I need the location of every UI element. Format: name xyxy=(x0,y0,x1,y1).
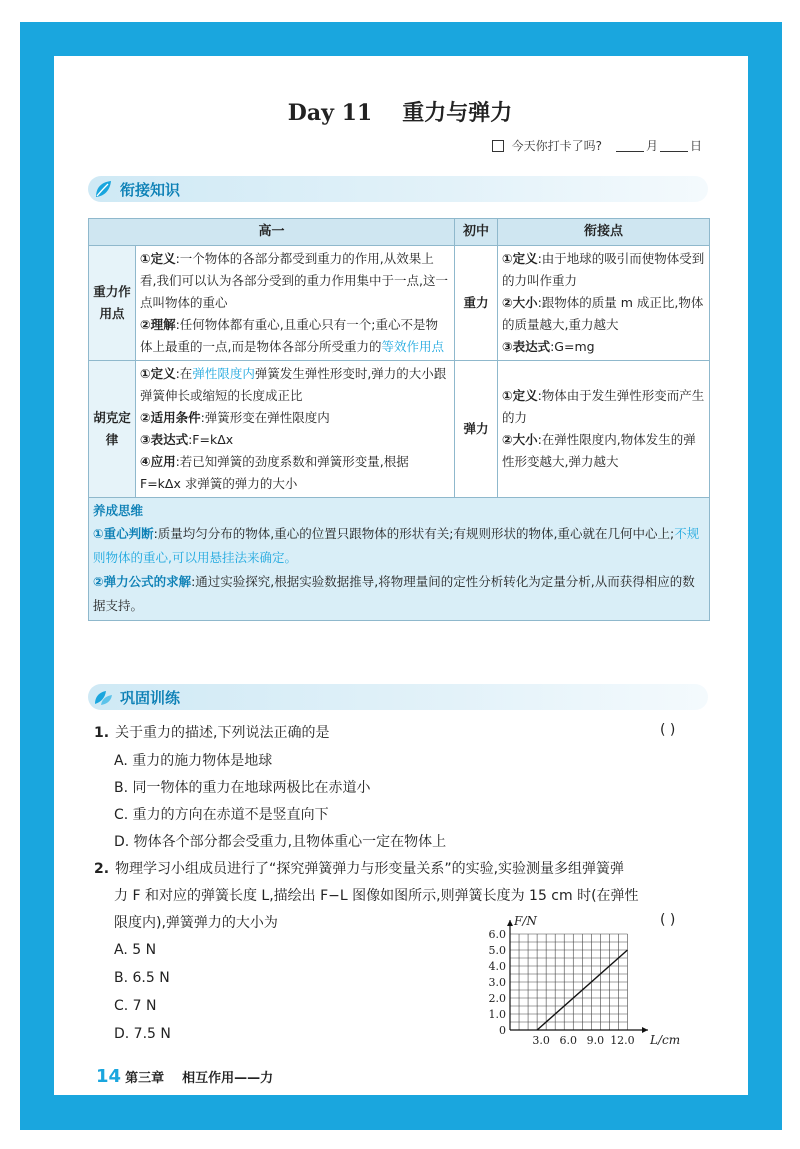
question-1-stem: 1. 关于重力的描述,下列说法正确的是 xyxy=(94,725,330,741)
x-tick-label: 3.0 xyxy=(532,1034,550,1047)
day-label: Day 11 xyxy=(287,100,373,126)
checkin-text: 今天你打卡了吗? xyxy=(511,139,602,153)
cell-chuzhong-elastic: ①定义:物体由于发生弹性形变而产生的力 ②大小:在弹性限度内,物体发生的弹性形变越大,弹力越大 xyxy=(498,361,710,498)
cell-gaoyi-hooke: ①定义:在弹性限度内弹簧发生弹性形变时,弹力的大小跟弹簧伸长或缩短的长度成正比 ②适用条件:弹簧形变在弹性限度内 ③表达式:F=kΔx ④应用:若已知弹簧的劲度系数和弹簧形变量,根据 F=kΔx 求弹簧的弹力的大小 xyxy=(136,361,455,498)
section-header-connect xyxy=(88,176,708,202)
x-tick-label: 6.0 xyxy=(559,1034,577,1047)
thinking-title: 养成思维 xyxy=(93,503,144,518)
question-2-stem-line-3: 限度内),弹簧弹力的大小为 xyxy=(114,915,278,931)
chapter-title: 相互作用——力 xyxy=(182,1071,274,1086)
col-header-gaoyi: 高一 xyxy=(89,219,455,246)
section-header-practice xyxy=(88,684,708,710)
page-title xyxy=(0,96,800,127)
checkin-checkbox[interactable] xyxy=(492,140,504,152)
thinking-row xyxy=(89,498,710,621)
y-tick-label: 6.0 xyxy=(488,928,506,941)
y-tick-label: 2.0 xyxy=(488,992,506,1005)
f-l-chart xyxy=(474,912,681,1052)
section-label: 巩固训练 xyxy=(120,688,181,707)
thinking-cell xyxy=(89,498,710,621)
y-tick-label: 1.0 xyxy=(488,1008,506,1021)
y-tick-label: 0 xyxy=(499,1024,506,1037)
x-tick-label: 12.0 xyxy=(610,1034,635,1047)
month-blank[interactable] xyxy=(616,139,644,152)
knowledge-table xyxy=(88,218,710,621)
page-frame-top xyxy=(20,22,782,56)
chapter-number: 第三章 xyxy=(125,1071,165,1086)
y-tick-label: 4.0 xyxy=(488,960,506,973)
thinking-line-2: ②弹力公式的求解:通过实验探究,根据实验数据推导,将物理量间的定性分析转化为定量分析,从而获得相应的数据支持。 xyxy=(93,574,695,613)
col-header-xianjie: 衔接点 xyxy=(498,219,710,246)
question-1-answer-paren[interactable]: ( ) xyxy=(660,722,676,738)
row-head-hooke: 胡克定律 xyxy=(89,361,136,498)
topic-label: 重力与弹力 xyxy=(402,100,513,126)
day-label-suffix: 日 xyxy=(689,139,702,153)
question-2-stem-line-1: 2. 物理学习小组成员进行了“探究弹簧弹力与形变量关系”的实验,实验测量多组弹簧弹 xyxy=(94,861,625,877)
y-tick-label: 3.0 xyxy=(488,976,506,989)
thinking-line-1: ①重心判断:质量均匀分布的物体,重心的位置只跟物体的形状有关;有规则形状的物体,重心就在几何中心上;不规则物体的重心,可以用悬挂法来确定。 xyxy=(93,526,700,565)
mid-head-elastic: 弹力 xyxy=(455,361,498,498)
question-1-option-d[interactable]: D. 物体各个部分都会受重力,且物体重心一定在物体上 xyxy=(114,834,447,850)
x-axis-arrow xyxy=(642,1027,648,1033)
leaves-icon xyxy=(92,686,114,708)
question-1-option-a[interactable]: A. 重力的施力物体是地球 xyxy=(114,753,273,769)
y-axis-arrow xyxy=(507,920,513,926)
table-row xyxy=(89,361,710,498)
x-tick-label: 9.0 xyxy=(586,1034,605,1047)
col-header-chuzhong: 初中 xyxy=(455,219,498,246)
leaf-icon xyxy=(92,178,114,200)
question-2-option-c[interactable]: C. 7 N xyxy=(114,998,157,1014)
checkin-line xyxy=(492,137,702,154)
month-label: 月 xyxy=(645,139,658,153)
y-axis-label: F/N xyxy=(514,914,537,928)
question-2-option-b[interactable]: B. 6.5 N xyxy=(114,970,170,986)
question-2-answer-paren[interactable]: ( ) xyxy=(660,912,676,928)
mid-head-gravity: 重力 xyxy=(455,246,498,361)
page-frame-left xyxy=(20,22,54,1130)
page-frame-bottom xyxy=(20,1095,782,1130)
section-label: 衔接知识 xyxy=(120,180,181,199)
page-frame-right xyxy=(748,22,782,1130)
x-axis-label: L/cm xyxy=(650,1033,681,1047)
question-2-option-d[interactable]: D. 7.5 N xyxy=(114,1026,171,1042)
cell-gaoyi-gravity: ①定义:一个物体的各部分都受到重力的作用,从效果上看,我们可以认为各部分受到的重力作用集中于一点,这一点叫物体的重心 ②理解:任何物体都有重心,且重心只有一个;重心不是物体上最重的一点,而是物体各部分所受重力的等效作用点 xyxy=(136,246,455,361)
question-1-option-b[interactable]: B. 同一物体的重力在地球两极比在赤道小 xyxy=(114,780,371,796)
cell-chuzhong-gravity: ①定义:由于地球的吸引而使物体受到的力叫作重力 ②大小:跟物体的质量 m 成正比,物体的质量越大,重力越大 ③表达式:G=mg xyxy=(498,246,710,361)
day-blank[interactable] xyxy=(660,139,688,152)
row-head-gravity-point: 重力作用点 xyxy=(89,246,136,361)
question-2-stem-line-2: 力 F 和对应的弹簧长度 L,描绘出 F−L 图像如图所示,则弹簧长度为 15 cm 时(在弹性 xyxy=(114,888,639,904)
table-row xyxy=(89,246,710,361)
question-2-option-a[interactable]: A. 5 N xyxy=(114,942,157,958)
page-number: 14 xyxy=(96,1066,122,1087)
y-tick-label: 5.0 xyxy=(488,944,506,957)
question-1-option-c[interactable]: C. 重力的方向在赤道不是竖直向下 xyxy=(114,807,329,823)
page-footer xyxy=(96,1066,273,1087)
